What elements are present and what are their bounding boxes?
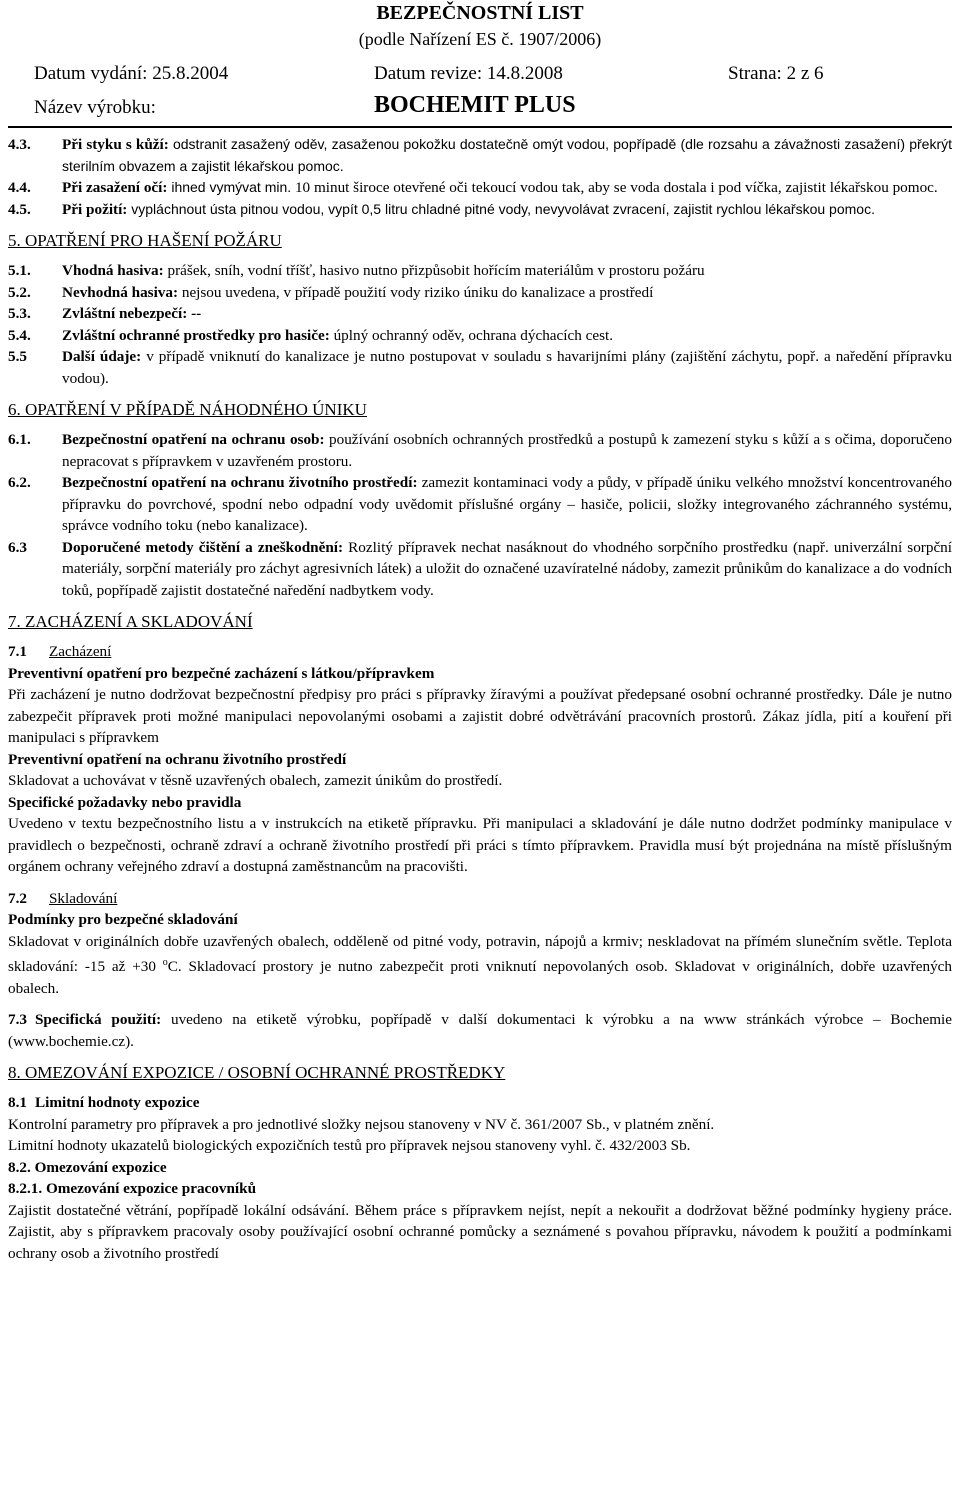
item-5-1 [8, 260, 952, 282]
item-label: Při styku s kůží: [62, 136, 169, 153]
item-body [62, 134, 952, 177]
item-text: v případě vniknutí do kanalizace je nutno postupovat v souladu s havarijními plány (zajištění záchytu, popř. a naředění přípravku vodou). [62, 348, 952, 387]
text-run: C. Skladovací prostory je nutno zabezpečit proti vniknutí nepovolaných osob. Skladovat v originálních, dobře uzavřených obalech. [8, 958, 952, 997]
block-heading: Podmínky pro bezpečné skladování [8, 911, 238, 928]
item-label: Bezpečnostní opatření na ochranu osob: [62, 431, 325, 448]
item-label: Zvláštní nebezpečí: -- [62, 305, 202, 322]
item-number: 4.4. [8, 179, 31, 196]
item-label: Doporučené metody čištění a zneškodnění: [62, 538, 344, 556]
block-heading: Preventivní opatření pro bezpečné zacházení s látkou/přípravkem [8, 664, 435, 682]
item-4-5 [8, 199, 952, 221]
degree-sup: o [162, 957, 168, 968]
section-heading-7: 7. ZACHÁZENÍ A SKLADOVÁNÍ [8, 612, 253, 631]
item-5-4 [8, 325, 952, 347]
subsection-title: Specifická použití: [34, 1011, 162, 1029]
item-number: 5.3. [8, 305, 31, 322]
paragraph: Kontrolní parametry pro přípravek a pro jednotlivé složky nejsou stanoveny v NV č. 361/2007 Sb., v platném znění. [8, 1115, 715, 1133]
item-6-2 [8, 472, 952, 537]
subsection-8-1 [8, 1092, 952, 1114]
section-heading-5: 5. OPATŘENÍ PRO HAŠENÍ POŽÁRU [8, 231, 282, 250]
item-label: Zvláštní ochranné prostředky pro hasiče: [62, 326, 330, 344]
item-6-3 [8, 537, 952, 602]
item-4-4 [8, 177, 952, 199]
subsection-number: 7.1 [8, 643, 27, 660]
subsection-7-3 [8, 1009, 952, 1052]
item-text: vypláchnout ústa pitnou vodou, vypít 0,5 litru chladné pitné vody, nevyvolávat zvracení, zajistit rychlou lékařskou pomoc. [127, 200, 875, 217]
item-label: Vhodná hasiva: [62, 262, 164, 279]
paragraph: Uvedeno v textu bezpečnostního listu a v instrukcích na etiketě přípravku. Při manipulaci a skladování je dále nutno dodržet podmínky manipulace v pravidlech o bezpečnosti, ochraně zdraví a ochraně životního prostředí při práci s tímto přípravkem. Pravidla musí být projednána na místě příslušným orgánem ochrany veřejného zdraví a dostupná zaměstnancům na pracovišti. [8, 815, 952, 875]
section-heading-6: 6. OPATŘENÍ V PŘÍPADĚ NÁHODNÉHO ÚNIKU [8, 400, 367, 419]
document-body [8, 134, 952, 1264]
doc-title: BEZPEČNOSTNÍ LIST [376, 2, 584, 24]
subsection-title: Limitní hodnoty expozice [34, 1094, 200, 1112]
item-6-1 [8, 429, 952, 472]
item-body [62, 260, 952, 282]
doc-subtitle: (podle Nařízení ES č. 1907/2006) [358, 29, 602, 49]
subsection-8-2: 8.2. Omezování expozice [8, 1158, 167, 1176]
item-body [62, 282, 952, 304]
item-body [62, 325, 952, 347]
item-label: Nevhodná hasiva: [62, 283, 179, 301]
item-label: Při zasažení očí: [62, 179, 168, 196]
subsection-number: 7.3 [8, 1011, 27, 1029]
item-number: 4.5. [8, 200, 31, 218]
header-divider [8, 126, 952, 128]
item-label: Bezpečnostní opatření na ochranu životního prostředí: [62, 474, 418, 491]
item-label: Při požití: [62, 200, 128, 218]
item-number: 6.1. [8, 431, 31, 448]
item-text: úplný ochranný oděv, ochrana dýchacích cest. [329, 326, 614, 344]
item-body [62, 303, 952, 325]
item-5-3 [8, 303, 952, 325]
item-number: 5.4. [8, 326, 31, 344]
subsection-title: Zacházení [48, 643, 112, 660]
subsection-number: 8.1 [8, 1094, 27, 1112]
subsection-7-2 [8, 888, 952, 910]
block-heading: Preventivní opatření na ochranu životního prostředí [8, 750, 347, 768]
block-heading: Specifické požadavky nebo pravidla [8, 793, 242, 811]
section-heading-8: 8. OMEZOVÁNÍ EXPOZICE / OSOBNÍ OCHRANNÉ PROSTŘEDKY [8, 1063, 506, 1083]
item-text: používání osobních ochranných prostředků a postupů k zamezení styku s kůží a s očima, doporučeno nepracovat s přípravkem v uzavřeném prostoru. [62, 431, 952, 470]
item-text: zamezit kontaminaci vody a půdy, v případě úniku velkého množství koncentrovaného přípravku do povrchové, spodní nebo odpadní vody uvědomit příslušné orgány – hasiče, policii, složky integrovaného záchranného systému, správce vodního toku (nebo kanalizace). [62, 474, 952, 534]
item-5-2 [8, 282, 952, 304]
item-text: ihned vymývat min. [167, 179, 292, 195]
item-text-cont: 10 minut široce otevřené oči tekoucí vodou tak, aby se voda dostala i pod víčka, zajistit lékařskou pomoc. [291, 179, 938, 196]
item-text: odstranit zasažený oděv, zasaženou pokožku dostatečně omýt vodou, popřípadě (dle rozsahu a závažnosti zasažení) překrýt sterilním obvazem a zajistit lékařskou pomoc. [62, 136, 952, 174]
text-run: Skladovat v originálních dobře uzavřených obalech, odděleně od pitné vody, potravin, nápojů a krmiv; neskladovat na přímém slunečním světle. Teplota skladování: -15 až +30 [8, 932, 952, 976]
paragraph [8, 931, 952, 1000]
item-number: 5.5 [8, 348, 27, 365]
item-4-3 [8, 134, 952, 177]
item-number: 5.2. [8, 283, 31, 301]
item-body [62, 472, 952, 537]
paragraph: Zajistit dostatečné větrání, popřípadě lokální odsávání. Během práce s přípravkem nejíst, nepít a nekouřit a dodržovat běžné podmínky hygieny práce. Zajistit, aby s přípravkem pracovaly osoby používající osobní ochranné pomůcky a seznámené s povahou přípravku, návodem k použití a podmínkami ochrany osob a životního prostředí [8, 1201, 952, 1262]
item-number: 5.1. [8, 262, 31, 279]
subsection-number: 7.2 [8, 889, 27, 907]
item-text: nejsou uvedena, v případě použití vody riziko úniku do kanalizace a prostředí [178, 283, 654, 301]
paragraph: Při zacházení je nutno dodržovat bezpečnostní předpisy pro práci s přípravky žíravými a používat předepsané osobní ochranné prostředky. Dále je nutno zabezpečit přípravek proti možné manipulaci nepovolanými osobami a zajistit dobré odvětrávání pracovních prostorů. Zákaz jídla, pití a kouření při manipulaci s přípravkem [8, 686, 952, 746]
item-body [62, 429, 952, 472]
item-text: Rozlitý přípravek nechat nasáknout do vhodného sorpčního prostředku (např. univerzální sorpční materiály, sorpční materiály pro záchyt agresivních látek) a uložit do označené uzavíratelné nádoby, zamezit průnikům do kanalizace a do vodních toků, popřípadě zajistit dostatečné naředění nadbytkem vody. [62, 538, 952, 599]
paragraph: Skladovat a uchovávat v těsně uzavřených obalech, zamezit únikům do prostředí. [8, 772, 503, 789]
subsection-title: Skladování [48, 889, 118, 907]
revision-date: Datum revize: 14.8.2008 [374, 63, 563, 84]
item-body [62, 177, 952, 199]
paragraph: Limitní hodnoty ukazatelů biologických expozičních testů pro přípravek nejsou stanoveny vyhl. č. 432/2003 Sb. [8, 1137, 691, 1155]
subsection-text: uvedeno na etiketě výrobku, popřípadě v další dokumentaci k výrobku a na www stránkách výrobce – Bochemie (www.bochemie.cz). [8, 1011, 953, 1050]
product-name: BOCHEMIT PLUS [374, 92, 576, 118]
item-body [62, 346, 952, 389]
item-number: 6.3 [8, 538, 27, 556]
product-label: Název výrobku: [34, 97, 156, 118]
item-label: Další údaje: [62, 348, 142, 365]
item-number: 4.3. [8, 136, 31, 153]
subsection-8-2-1: 8.2.1. Omezování expozice pracovníků [8, 1180, 257, 1198]
item-body [62, 199, 952, 221]
item-body [62, 537, 952, 602]
page-number: Strana: 2 z 6 [728, 63, 824, 84]
item-number: 6.2. [8, 474, 31, 491]
item-5-5 [8, 346, 952, 389]
subsection-7-1 [8, 641, 952, 663]
item-text: prášek, sníh, vodní tříšť, hasivo nutno přizpůsobit hořícím materiálům v prostoru požáru [163, 262, 705, 279]
issue-date: Datum vydání: 25.8.2004 [34, 63, 229, 84]
